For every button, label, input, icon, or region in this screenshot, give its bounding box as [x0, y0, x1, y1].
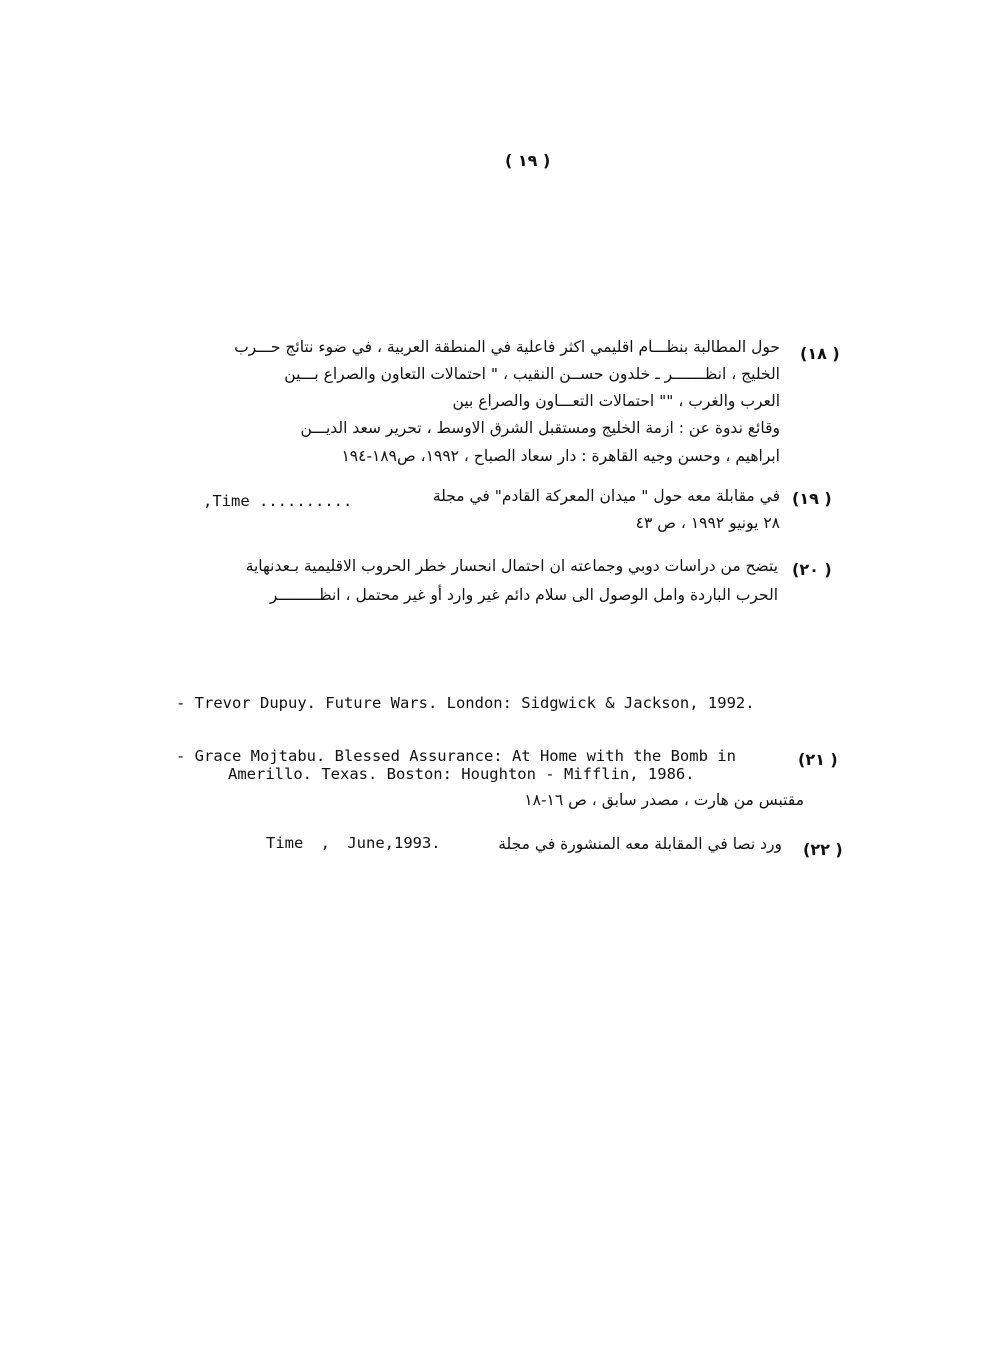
note-21-latin-line-2: Amerillo. Texas. Boston: Houghton - Mifflin, 1986.	[228, 765, 695, 783]
note-18-line-5: ابراهيم ، وحسن وجيه القاهرة : دار سعاد الصباح ، ١٩٩٢، ص١٨٩-١٩٤	[341, 447, 780, 465]
note-20-line-2: الحرب الباردة وامل الوصول الى سلام دائم غير وارد أو غير محتمل ، انظـــــــــر	[269, 586, 778, 604]
note-21-marker: (٢١ )	[798, 750, 838, 769]
note-20-marker: (٢٠ )	[792, 560, 832, 579]
page-number: ( ١٩ )	[505, 151, 551, 170]
note-18-line-2: الخليج ، انظـــــــر ـ خلدون حســن النقيب ، " احتمالات التعاون والصراع بـــين	[284, 365, 780, 383]
reference-dupuy: - Trevor Dupuy. Future Wars. London: Sidgwick & Jackson, 1992.	[176, 694, 755, 712]
note-19-marker: (١٩ )	[792, 489, 832, 508]
note-22-latin: Time , June,1993.	[266, 834, 441, 852]
note-21-arabic-line: مقتبس من هارت ، مصدر سابق ، ص ١٦-١٨	[524, 791, 804, 809]
note-19-arabic-line-2: ٢٨ يونيو ١٩٩٢ ، ص ٤٣	[635, 514, 780, 532]
note-18-line-4: وقائع ندوة عن : ازمة الخليج ومستقبل الشرق الاوسط ، تحرير سعد الديـــن	[300, 419, 780, 437]
note-19-arabic-line-1: في مقابلة معه حول " ميدان المعركة القادم" في مجلة	[432, 487, 780, 505]
note-20-line-1: يتضح من دراسات دوبي وجماعته ان احتمال انحسار خطر الحروب الاقليمية بـعدنهاية	[245, 557, 778, 575]
note-22-marker: (٢٢ )	[803, 840, 843, 859]
note-18-line-1: حول المطالبة بنظـــام اقليمي اكثر فاعلية في المنطقة العربية ، في ضوء نتائج حـــرب	[234, 338, 780, 356]
note-18-marker: (١٨ )	[800, 344, 840, 363]
note-18-line-3: العرب والغرب ، "" احتمالات التعـــاون والصراع بين	[452, 392, 780, 410]
note-21-latin-line-1: - Grace Mojtabu. Blessed Assurance: At Home with the Bomb in	[176, 747, 736, 765]
note-19-latin-line-1: ,Time ..........	[203, 492, 353, 510]
note-22-arabic: ورد نصا في المقابلة معه المنشورة في مجلة	[498, 835, 782, 853]
